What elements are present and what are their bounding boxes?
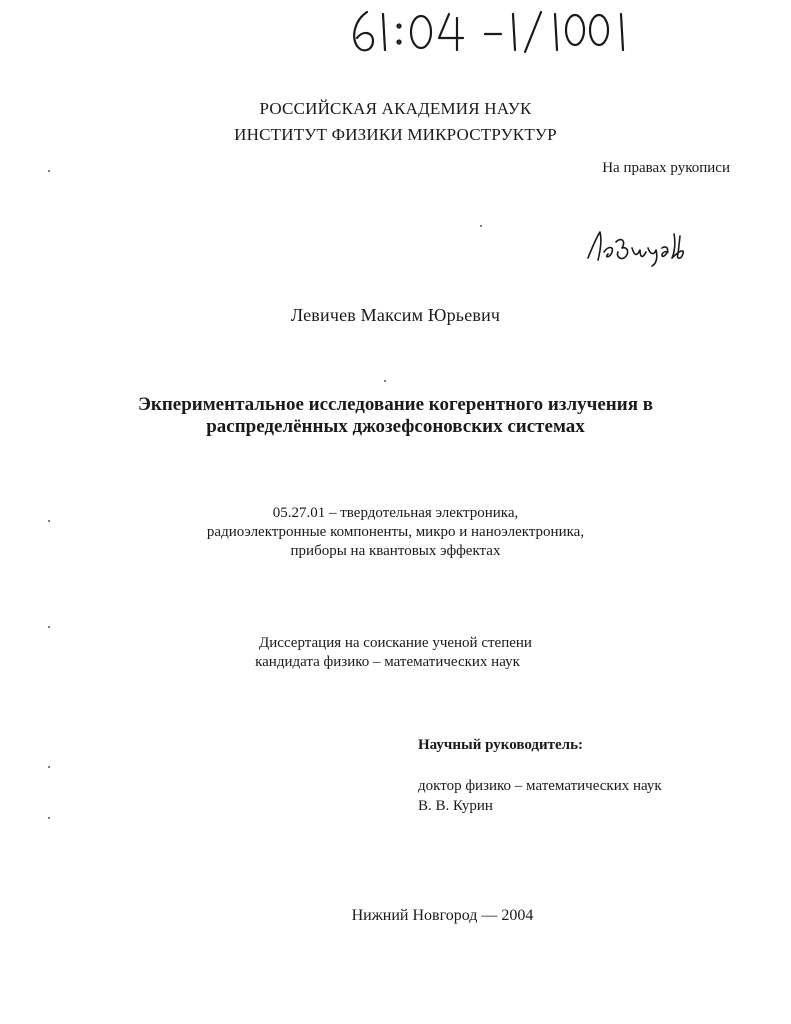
- specialty-block: [0, 504, 791, 561]
- handwritten-archive-number: [345, 6, 645, 56]
- supervisor-heading: Научный руководитель:: [418, 737, 583, 753]
- specialty-line-2: радиоэлектронные компоненты, микро и наноэлектроника,: [206, 524, 585, 540]
- supervisor-name: В. В. Курин: [418, 798, 493, 814]
- institution-institute: ИНСТИТУТ ФИЗИКИ МИКРОСТРУКТУР: [234, 125, 557, 144]
- rights-note: На правах рукописи: [602, 160, 730, 176]
- scan-speck: [48, 766, 50, 768]
- scan-speck: [384, 380, 386, 382]
- scan-speck: [48, 520, 50, 522]
- author-name: Левичев Максим Юрьевич: [290, 305, 501, 325]
- handwritten-signature: [578, 218, 696, 270]
- scan-speck: [480, 225, 482, 227]
- city-year: Нижний Новгород — 2004: [351, 907, 534, 924]
- scan-speck: [48, 817, 50, 819]
- title-line-2: распределённых джозефсоновских системах: [206, 416, 585, 437]
- scan-speck: [48, 626, 50, 628]
- degree-statement: [0, 634, 791, 672]
- degree-line-1: Диссертация на соискание ученой степени: [259, 635, 532, 651]
- title-line-1: Экпериментальное исследование когерентного излучения в: [138, 394, 653, 415]
- degree-line-2: кандидата физико – математических наук: [255, 654, 520, 670]
- specialty-line-3: приборы на квантовых эффектах: [290, 543, 501, 559]
- scan-speck: [48, 170, 50, 172]
- institution-academy: РОССИЙСКАЯ АКАДЕМИЯ НАУК: [259, 99, 532, 118]
- supervisor-degree: доктор физико – математических наук: [418, 778, 662, 794]
- specialty-line-1: 05.27.01 – твердотельная электроника,: [272, 505, 519, 521]
- dissertation-title: [0, 394, 791, 438]
